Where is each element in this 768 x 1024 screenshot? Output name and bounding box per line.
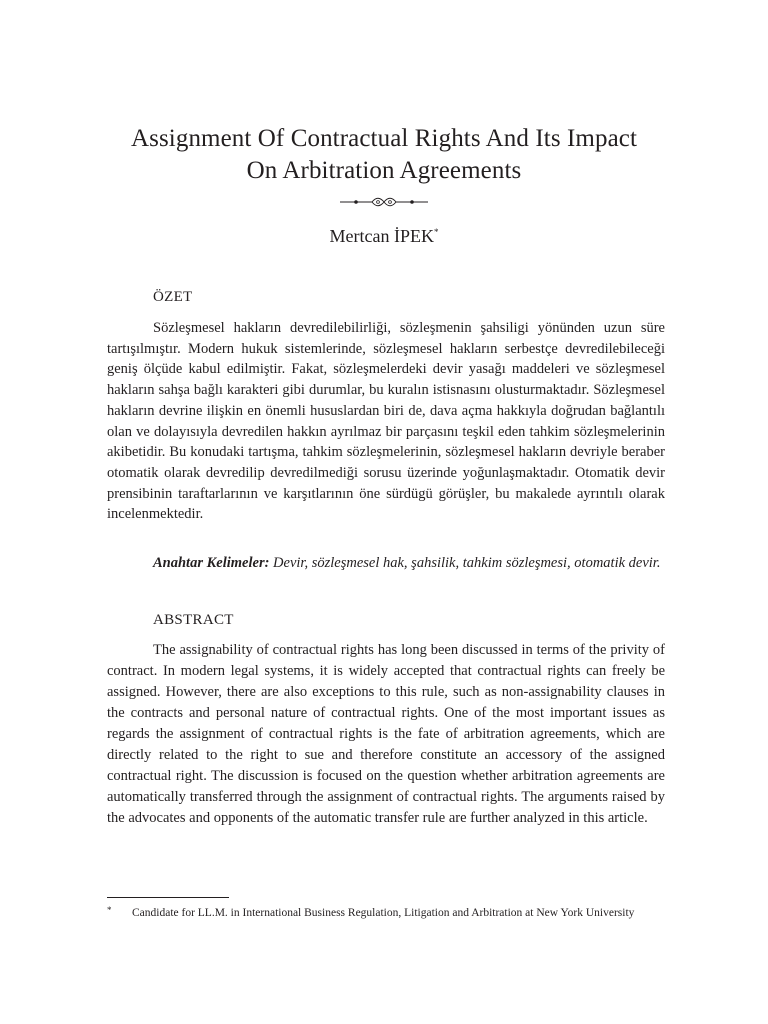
article-title-line-2: On Arbitration Agreements	[246, 157, 522, 184]
abstract-heading: ABSTRACT	[153, 612, 234, 628]
author-byline	[0, 220, 768, 248]
article-title-line-1: Assignment Of Contractual Rights And Its Impact	[130, 125, 638, 152]
footnote-mark: *	[107, 905, 112, 915]
ozet-heading: ÖZET	[153, 289, 193, 305]
footnote-divider	[107, 897, 229, 898]
ozet-paragraph: Sözleşmesel hakların devredilebilirliği, sözleşmenin şahsiligi yönünden uzun süre tartışılmıştır. Modern hukuk sistemlerinde, sözleşmesel hakların serbestçe devredilebileceği geniş ölçüde kabul edilmiştir. Fakat, sözleşmelerdeki devir yasağı maddeleri ve sözleşmesel hakların sahşa bağlı karakteri gibi durumlar, bu kuralın istisnasını olusturmaktadır. Sözleşmesel hakların devrine ilişkin en önemli hususlardan biri de, dava açma hakkıyla doğrudan bağlantılı olan ve dolayısıyla devredilen hakkın ayrılmaz bir parçasını teşkil eden tahkim sözleşmelerinin akibetidir. Bu konudaki tartışma, tahkim sözleşmelerinin, sözleşmesel hakların devriyle beraber otomatik olarak devredilip devredilmediği sorusu üzerinde yoğunlaşmaktadır. Otomatik devir prensibinin taraftarlarının ve karşıtlarının öne sürdügü görüşler, bu makalede ayrıntılı olarak incelenmektedir.	[107, 320, 665, 523]
keywords-text: Devir, sözleşmesel hak, şahsilik, tahkim sözleşmesi, otomatik devir.	[269, 555, 661, 571]
keywords-label: Anahtar Kelimeler:	[153, 555, 270, 571]
title-ornament	[334, 194, 434, 210]
article-title	[60, 123, 708, 187]
footnote	[107, 906, 667, 920]
author-name: Mertcan İPEK	[329, 226, 434, 246]
keywords-line	[107, 553, 665, 574]
author-footnote-mark[interactable]: *	[433, 227, 439, 237]
abstract-paragraph: The assignability of contractual rights has long been discussed in terms of the privity of contract. In modern legal systems, it is widely accepted that contractual rights can freely be assigned. However, there are also exceptions to this rule, such as non-assignability clauses in the contracts and personal nature of contractual rights. One of the most important issues as regards the assignment of contractual rights is the fate of arbitration agreements, which are directly related to the right to sue and therefore constitute an accessory of the assigned contractual right. The discussion is focused on the question whether arbitration agreements are automatically transferred through the assignment of contractual rights. The arguments raised by the advocates and opponents of the automatic transfer rule are further analyzed in this article.	[107, 642, 665, 826]
footnote-text: Candidate for LL.M. in International Business Regulation, Litigation and Arbitration at New York University	[132, 907, 635, 919]
